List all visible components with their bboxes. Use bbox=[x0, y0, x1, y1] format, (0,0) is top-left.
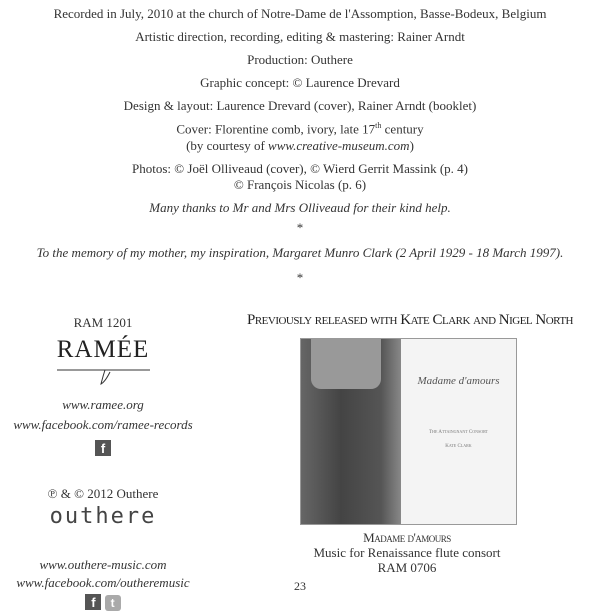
cover-text-end: century bbox=[381, 121, 424, 137]
album-title: Madame d'amours bbox=[363, 530, 451, 545]
page-number: 23 bbox=[294, 579, 306, 593]
graphic-line: Graphic concept: © Laurence Drevard bbox=[200, 75, 400, 90]
facebook-icon[interactable]: f bbox=[95, 440, 111, 456]
outhere-logo: outhere bbox=[49, 504, 157, 529]
ramee-logo: RAMÉE bbox=[56, 336, 150, 363]
cover-line bbox=[0, 121, 600, 137]
album-catalog: RAM 0706 bbox=[377, 560, 437, 575]
thanks-line: Many thanks to Mr and Mrs Olliveaud for their kind help. bbox=[149, 200, 451, 215]
outhere-facebook-url[interactable]: www.facebook.com/outheremusic bbox=[16, 575, 190, 590]
cover-text: Cover: Florentine comb, ivory, late 17 bbox=[176, 121, 376, 137]
courtesy-line bbox=[0, 138, 600, 154]
ramee-url[interactable]: www.ramee.org bbox=[62, 397, 144, 412]
previously-released-heading: Previously released with Kate Clark and Nigel North bbox=[246, 312, 574, 328]
cover-bottle-image bbox=[301, 339, 401, 524]
courtesy-pre: (by courtesy of bbox=[186, 138, 269, 153]
artistic-line: Artistic direction, recording, editing & mastering: Rainer Arndt bbox=[135, 29, 465, 44]
twitter-icon[interactable]: t bbox=[105, 595, 121, 611]
design-line: Design & layout: Laurence Drevard (cover), Rainer Arndt (booklet) bbox=[123, 98, 477, 113]
separator-star: * bbox=[296, 220, 304, 235]
cover-title: Madame d'amours bbox=[417, 375, 500, 387]
catalog-number: RAM 1201 bbox=[73, 315, 133, 330]
album-cover[interactable] bbox=[300, 338, 517, 525]
recorded-line: Recorded in July, 2010 at the church of Notre-Dame de l'Assomption, Basse-Bodeux, Belgium bbox=[53, 6, 547, 21]
cover-sup: th bbox=[375, 121, 382, 130]
copyright: ℗ & © 2012 Outhere bbox=[47, 486, 159, 501]
cover-ensemble: The Attaingnant Consort bbox=[429, 430, 488, 435]
courtesy-post: ) bbox=[409, 138, 414, 153]
memory-line: To the memory of my mother, my inspiration, Margaret Munro Clark (2 April 1929 - 18 March 1997). bbox=[36, 245, 564, 260]
separator-star-2: * bbox=[296, 270, 304, 285]
cover-artist: Kate Clark bbox=[445, 444, 472, 449]
ramee-facebook-url[interactable]: www.facebook.com/ramee-records bbox=[13, 417, 193, 432]
album-subtitle: Music for Renaissance flute consort bbox=[313, 545, 501, 560]
facebook-icon[interactable]: f bbox=[85, 594, 101, 610]
ramee-logo-swoosh bbox=[55, 366, 155, 388]
outhere-url[interactable]: www.outhere-music.com bbox=[39, 557, 167, 572]
photos-line-2: © François Nicolas (p. 6) bbox=[233, 177, 367, 192]
production-line: Production: Outhere bbox=[247, 52, 353, 67]
photos-line-1: Photos: © Joël Olliveaud (cover), © Wierd Gerrit Massink (p. 4) bbox=[132, 161, 468, 176]
courtesy-link[interactable]: www.creative-museum.com bbox=[268, 138, 410, 153]
